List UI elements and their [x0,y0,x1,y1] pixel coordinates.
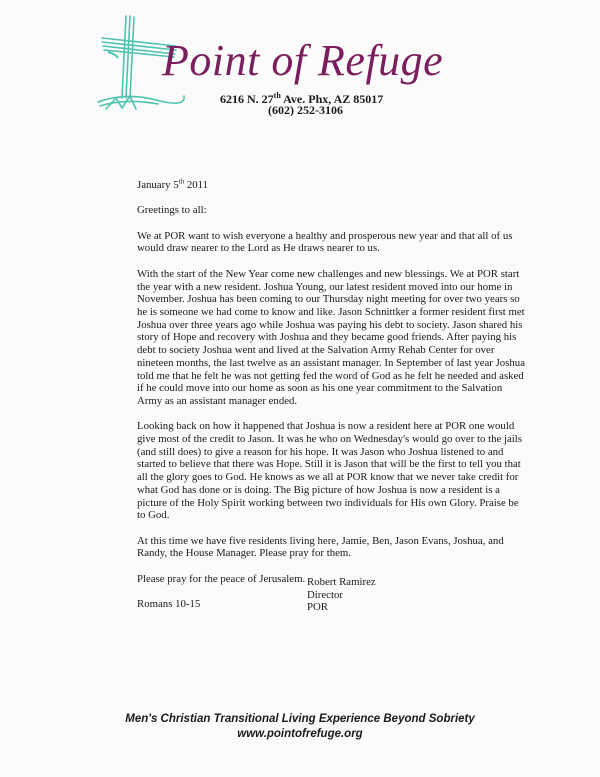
address-street: 6216 N. 27 [220,92,274,106]
date-year: 2011 [184,179,209,191]
date-ordinal: th [178,177,185,186]
footer [0,712,600,742]
paragraph: With the start of the New Year come new challenges and new blessings. We at POR start the year with a new resident. Joshua Young, our latest resident moved into our home in November. Joshua has been coming to our Thursday night meeting for over two years so he is someone we had come to know and like. Jason Schnittker a former resident first met Joshua over three years ago while Joshua was paying his debt to society. Jason shared his story of Hope and recovery with Joshua and they became good friends. After paying his debt to society Joshua went and lived at the Salvation Army Rehab Center for over nineteen months, the last twelve as an assistant manager. In September of last year Joshua told me that he felt he was not getting fed the word of God as he felt he needed and asked if he could move into our home as soon as his one year commitment to the Salvation Army as an assistant manager ended. [137,267,525,407]
footer-website: www.pointofrefuge.org [237,728,363,740]
paragraph: At this time we have five residents living here, Jamie, Ben, Jason Evans, Joshua, and Randy, the House Manager. Please pray for them. [137,534,504,560]
paragraph: Please pray for the peace of Jerusalem. [137,572,306,585]
date-month-day: January 5 [137,179,179,191]
signer-name: Robert Ramirez [307,576,376,588]
signer-org: POR [307,601,329,614]
address-ordinal: th [273,91,281,100]
signer-title: Director [307,588,343,601]
paragraph: We at POR want to wish everyone a healthy and prosperous new year and that all of us would draw nearer to the Lord as He draws nearer to us. [137,229,513,255]
organization-name: Point of Refuge [162,36,444,85]
letter-date [137,179,527,192]
greeting: Greetings to all: [137,204,207,217]
phone-number: (602) 252-3106 [268,103,343,117]
signature-block [307,576,376,614]
footer-tagline: Men's Christian Transitional Living Experience Beyond Sobriety [125,713,475,725]
scripture-reference: Romans 10-15 [137,598,201,611]
address-city: Ave. Phx, AZ 85017 [280,92,384,106]
paragraph: Looking back on how it happened that Joshua is now a resident here at POR one would give most of the credit to Jason. It was he who on Wednesday's would go over to the jails (and still does) to give a reason for his hope. It was Jason who Joshua listened to and started to believe that there was Hope. Still it is Jason that will be the first to tell you that all the glory goes to God. He knows as we all at POR know that we never take credit for what God has done or is doing. The Big picture of how Joshua is now a resident is a picture of the Holy Spirit working between two individuals for His own Glory. Praise be to God. [137,420,522,522]
letter-body [137,179,527,623]
